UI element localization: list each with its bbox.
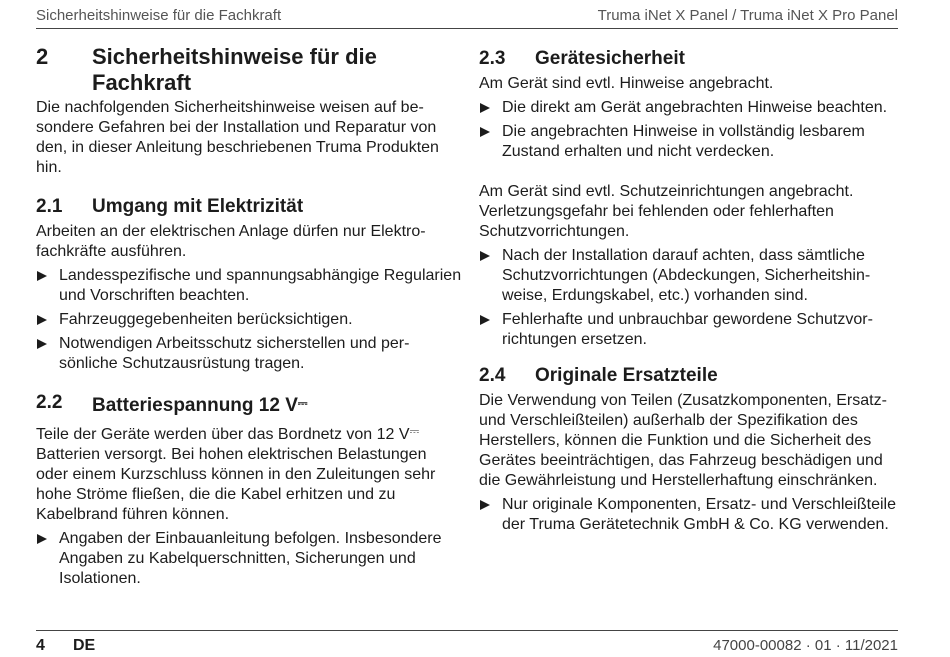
list-item <box>479 98 899 118</box>
bullet-triangle-icon <box>480 500 490 510</box>
bullet-triangle-icon <box>480 251 490 261</box>
running-header-right: Truma iNet X Panel / Truma iNet X Pro Panel <box>597 7 898 24</box>
section-number: 2.3 <box>479 48 506 69</box>
list-item <box>36 266 462 306</box>
list-item-text: Die angebrachten Hinweise in vollständig lesbarem Zustand erhalten und nicht verdecken. <box>502 123 865 160</box>
running-header-left: Sicherheitshinweise für die Fachkraft <box>36 7 282 24</box>
language-code: DE <box>73 637 96 654</box>
section-2-2-heading <box>36 391 462 418</box>
bullet-triangle-icon <box>480 103 490 113</box>
list-item <box>36 334 462 374</box>
list-item <box>479 122 899 162</box>
list-item-text: Nach der Installation darauf achten, dass sämtliche Schutzvorrichtungen (Abdeckungen, Sicherheitshinweise, Erdungskabel, etc.) vorhanden sind. <box>502 247 871 304</box>
section-title: Sicherheitshinweise für die Fachkraft <box>92 44 377 95</box>
section-number: 2.1 <box>36 196 63 217</box>
list-item-text: Landesspezifische und spannungsabhängige Regularien und Vorschriften beachten. <box>59 267 462 304</box>
footer-rule <box>36 630 898 631</box>
list-item-text: Die direkt am Gerät angebrachten Hinweise beachten. <box>502 99 888 116</box>
section-title: Gerätesicherheit <box>535 48 685 69</box>
list-item-text: Nur originale Komponenten, Ersatz- und Verschleißteile der Truma Gerätetechnik GmbH & Co. KG verwenden. <box>502 496 896 533</box>
list-item <box>36 310 462 330</box>
section-2-3-text-2: Am Gerät sind evtl. Schutzeinrichtungen angebracht. Verletzungsgefahr bei fehlenden oder fehlerhaften Schutzvorrichtungen. <box>479 183 854 240</box>
section-2-3-list-1 <box>479 98 899 162</box>
section-2-2-text: Teile der Geräte werden über das Bordnetz von 12 V⎓ Batterien versorgt. Bei hohen elektrischen Belastungen oder einem Kurzschluss können in den Zuleitungen sehr hohe Ströme fließen, die die Kabel erhitzen und zu Kabelbrand führen können. <box>36 421 462 525</box>
section-2-4-text: Die Verwendung von Teilen (Zusatzkomponenten, Ersatz- und Verschleißteilen) außerhalb der Spezifikation des Herstellers, können die Funktion und die Sicherheit des Gerätes beeinträchtigen, das Fahrzeug beschädigen und die Gewährleistung und Herstellerhaftung einschränken. <box>479 392 887 489</box>
dc-voltage-symbol: ⎓ <box>297 396 307 410</box>
section-2-3-list-2 <box>479 246 899 350</box>
list-item-text: Fehlerhafte und unbrauchbar gewordene Schutzvorrichtungen ersetzen. <box>502 311 873 348</box>
section-number: 2 <box>36 44 49 69</box>
section-2-3-heading <box>479 47 899 71</box>
section-2-1-heading <box>36 195 462 219</box>
left-column <box>36 44 462 589</box>
bullet-triangle-icon <box>37 534 47 544</box>
section-2-1-text: Arbeiten an der elektrischen Anlage dürfen nur Elektrofachkräfte ausführen. <box>36 223 426 260</box>
bullet-triangle-icon <box>37 315 47 325</box>
bullet-triangle-icon <box>37 271 47 281</box>
list-item <box>36 529 462 589</box>
list-item <box>479 246 899 306</box>
section-2-4-heading <box>479 364 899 388</box>
bullet-triangle-icon <box>480 315 490 325</box>
list-item <box>479 310 899 350</box>
page-number: 4 <box>36 637 45 654</box>
list-item-text: Angaben der Einbauanleitung befolgen. Insbesondere Angaben zu Kabelquerschnitten, Sicherungen und Isolationen. <box>59 530 442 587</box>
list-item-text: Notwendigen Arbeitsschutz sicherstellen und persönliche Schutzausrüstung tragen. <box>59 335 410 372</box>
section-2-heading <box>36 44 462 96</box>
bullet-triangle-icon <box>37 339 47 349</box>
header-rule <box>36 28 898 29</box>
list-item-text: Fahrzeuggegebenheiten berücksichtigen. <box>59 311 353 328</box>
section-title: Batteriespannung 12 V⎓ <box>92 391 462 418</box>
right-column <box>479 44 899 535</box>
section-2-4-list <box>479 495 899 535</box>
bullet-triangle-icon <box>480 127 490 137</box>
section-2-3-text-1: Am Gerät sind evtl. Hinweise angebracht. <box>479 75 774 92</box>
dc-voltage-symbol: ⎓ <box>409 424 419 438</box>
section-title: Umgang mit Elektrizität <box>92 196 304 217</box>
section-number: 2.4 <box>479 365 506 386</box>
list-item <box>479 495 899 535</box>
document-number: 47000-00082 · 01 · 11/2021 <box>713 637 898 654</box>
section-title: Originale Ersatzteile <box>535 365 718 386</box>
section-2-intro: Die nachfolgenden Sicherheitshinweise weisen auf besondere Gefahren bei der Installation und Reparatur von den, in dieser Anleitung beschriebenen Truma Produkten hin. <box>36 99 439 176</box>
section-number: 2.2 <box>36 392 63 413</box>
section-2-1-list <box>36 266 462 374</box>
section-2-2-list <box>36 529 462 589</box>
